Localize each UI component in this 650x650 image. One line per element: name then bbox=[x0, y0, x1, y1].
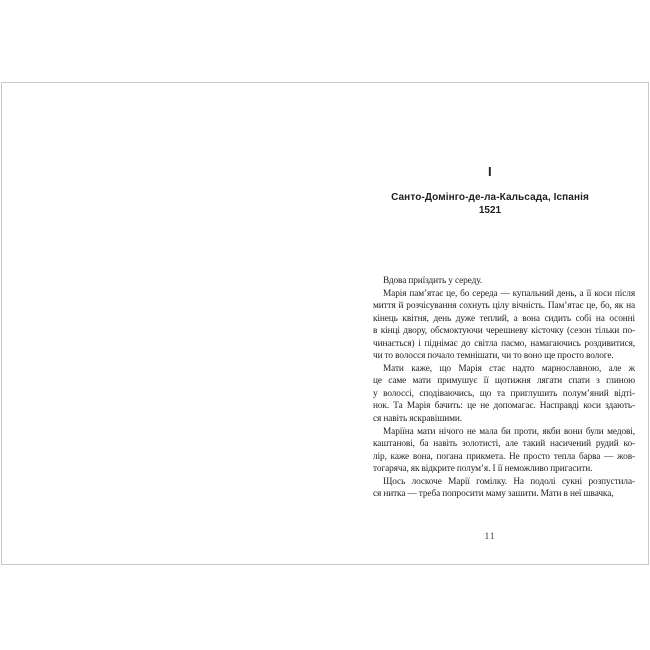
chapter-year-heading: 1521 bbox=[478, 205, 502, 216]
text-line: миття й розчісування сохнуть цілу вічність. Пам’ятає це, бо, як на bbox=[373, 301, 635, 312]
text-line: ся навіть яскравішими. bbox=[373, 414, 463, 425]
text-line: ся нитка — треба попросити маму зашити. Мати в неї швачка, bbox=[373, 489, 614, 500]
text-line: лір, каже вона, погана прикмета. Не просто тепла барва — жов- bbox=[373, 451, 635, 462]
text-line: Мати каже, що Марія стає надто марнославною, але ж bbox=[383, 363, 635, 374]
chapter-number-heading: І bbox=[487, 164, 493, 179]
text-line: каштанові, ба навіть золотисті, але такий насичений рудий ко- bbox=[373, 439, 635, 450]
text-line: Марія пам’ятає це, бо середа — купальний день, а її коси після bbox=[383, 288, 635, 299]
text-line: Маріїна мати нічого не мала би проти, якби вони були медові, bbox=[383, 426, 635, 437]
text-line: чи то волосся почало темнішати, чи то воно ще просто вологе. bbox=[373, 351, 614, 362]
text-line: Щось лоскоче Марії гомілку. На подолі сукні розпустила- bbox=[383, 476, 635, 487]
text-line: кінець квітня, день дуже теплий, а вона сидить собі на осонні bbox=[373, 313, 635, 324]
left-page-blank[interactable] bbox=[2, 83, 325, 564]
text-line: нок. Та Марія бачить: це не допомагає. Насправді коси здають- bbox=[373, 401, 635, 412]
chapter-heading bbox=[346, 164, 634, 217]
body-text bbox=[373, 275, 635, 501]
text-line: Вдова приїздить у середу. bbox=[383, 276, 483, 286]
text-line: це саме мати примушує її щотижня лягати спати з глиною bbox=[373, 376, 635, 387]
chapter-location-heading: Санто-Домінго-де-ла-Кальсада, Іспанія bbox=[391, 192, 589, 203]
page-number: 11 bbox=[484, 531, 496, 541]
text-line: в кінці двору, обсмоктуючи черешневу кісточку (сезон тільки по- bbox=[373, 326, 635, 337]
text-line: тогаряча, як відкрите полум’я. І її неможливо пригасити. bbox=[373, 464, 593, 475]
text-line: чинається) і піднімає до світла пасмо, намагаючись роздивитися, bbox=[373, 338, 635, 349]
text-line: у волоссі, сподіваючись, що та приглушить полум’яний відті- bbox=[373, 388, 635, 399]
